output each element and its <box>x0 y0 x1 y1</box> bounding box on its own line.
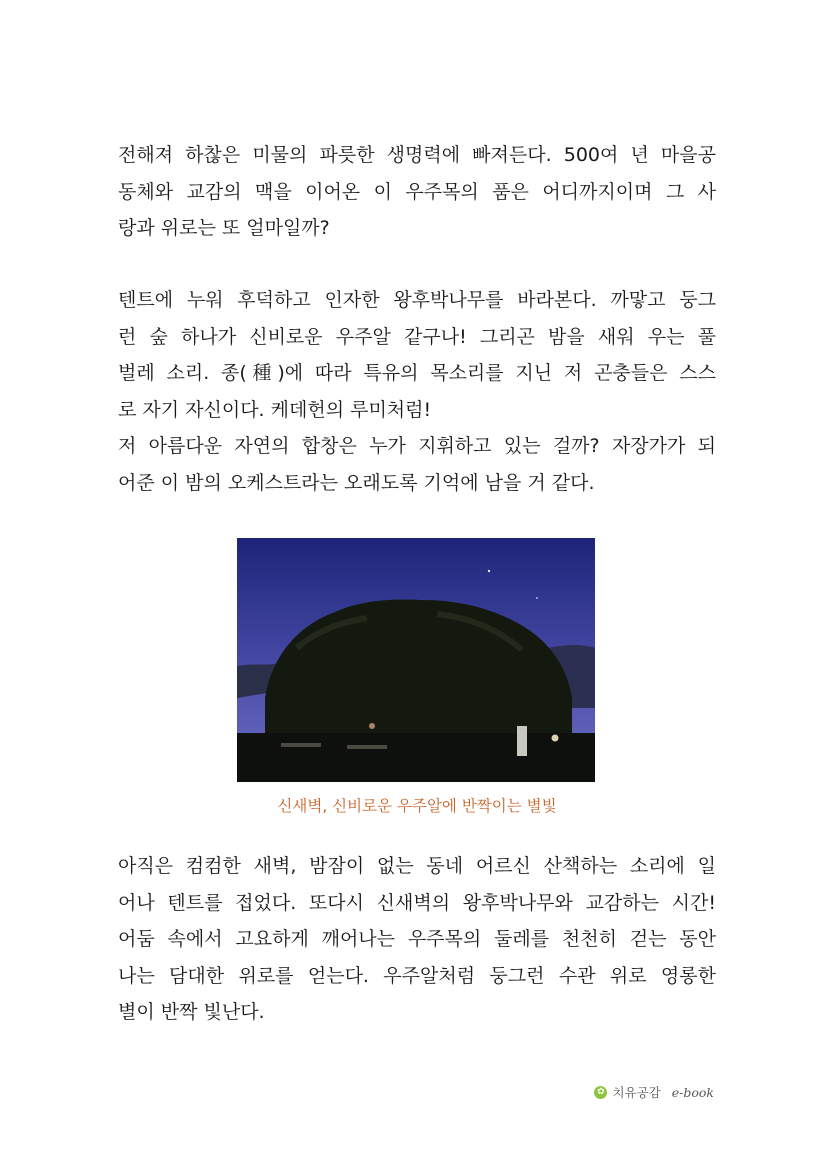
text-line: 런 숲 하나가 신비로운 우주알 같구나! 그리곤 밤을 새워 우는 풀 <box>118 325 716 348</box>
text-line: 텐트에 누워 후덕하고 인자한 왕후박나무를 바라본다. 까맣고 둥그 <box>118 289 716 311</box>
text-line: 별이 반짝 빛난다. <box>118 1001 265 1023</box>
star <box>488 570 490 572</box>
text-line: 로 자기 자신이다. 케데헌의 루미처럼! <box>118 398 432 421</box>
text-line: 동체와 교감의 맥을 이어온 이 우주목의 품은 어디까지이며 그 사 <box>118 180 716 203</box>
lamp-light <box>369 723 375 729</box>
ground <box>237 733 595 782</box>
footer-branding <box>594 1083 714 1101</box>
brand-name: 치유공감 <box>612 1085 661 1100</box>
text-line: 전해져 하찮은 미물의 파릇한 생명력에 빠져든다. 500여 년 마을공 <box>118 144 716 166</box>
paragraph-1 <box>118 137 716 247</box>
photo-caption: 신새벽, 신비로운 우주알에 반짝이는 별빛 <box>277 797 557 815</box>
text-line: 어나 텐트를 접었다. 또다시 신새벽의 왕후박나무와 교감하는 시간! <box>118 891 716 914</box>
paragraph-3 <box>118 848 716 1031</box>
ebook-label: e-book <box>671 1084 714 1100</box>
paragraph-2 <box>118 282 716 501</box>
lamp-light <box>552 735 559 742</box>
text-line: 랑과 위로는 또 얼마일까? <box>118 217 330 239</box>
text-line: 나는 담대한 위로를 얻는다. 우주알처럼 둥그런 수관 위로 영롱한 <box>118 964 716 987</box>
sign-post <box>517 726 527 756</box>
bench <box>347 745 387 749</box>
photo-illustration <box>237 538 595 782</box>
text-line: 어준 이 밤의 오케스트라는 오래도록 기억에 남을 거 같다. <box>118 471 595 494</box>
text-line: 벌레 소리. 종(種)에 따라 특유의 목소리를 지닌 저 곤충들은 스스 <box>118 362 716 384</box>
bench <box>281 743 321 747</box>
text-line: 아직은 컴컴한 새벽, 밤잠이 없는 동네 어르신 산책하는 소리에 일 <box>118 855 716 877</box>
text-line: 저 아름다운 자연의 합창은 누가 지휘하고 있는 걸까? 자장가가 되 <box>118 435 716 457</box>
star <box>536 597 538 599</box>
tree-night-photo <box>237 538 595 782</box>
brand-logo-icon: ✿ <box>594 1086 607 1099</box>
text-line: 어둠 속에서 고요하게 깨어나는 우주목의 둘레를 천천히 걷는 동안 <box>118 928 716 950</box>
